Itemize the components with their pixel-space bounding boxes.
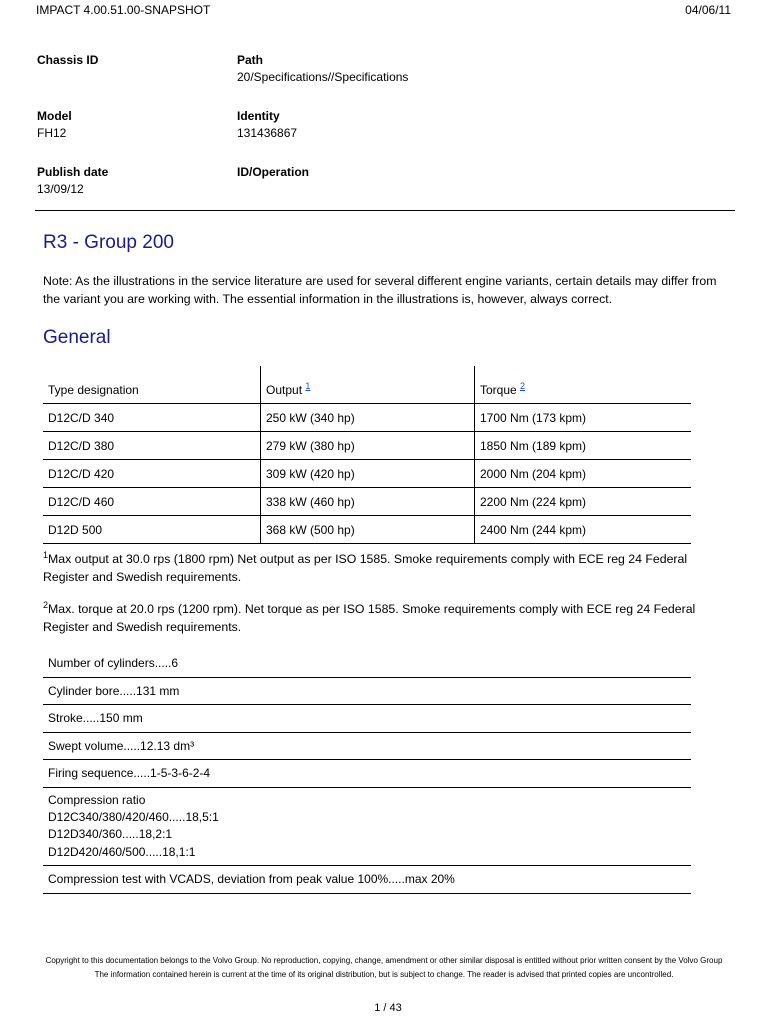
spec-row bbox=[43, 677, 691, 705]
footnote-mark: 2 bbox=[43, 599, 49, 610]
spec-cylinders: Number of cylinders.....6 bbox=[43, 650, 691, 677]
footnote-text: Max output at 30.0 rps (1800 rpm) Net output as per ISO 1585. Smoke requirements comply with ECE reg 24 Federal Register and Swedish requirements. bbox=[43, 552, 688, 584]
app-name: IMPACT 4.00.51.00-SNAPSHOT bbox=[36, 3, 211, 17]
distribution-notice: The information contained herein is current at the time of its original distribution, but is subject to change. The reader is advised that printed copies are uncontrolled. bbox=[94, 970, 674, 979]
meta-identity: Identity 131436867 bbox=[237, 109, 298, 140]
table-row bbox=[43, 516, 691, 544]
page-header bbox=[36, 3, 731, 19]
header-output: Output $^1$ bbox=[261, 366, 475, 404]
page-title: R3 - Group 200 bbox=[43, 232, 174, 253]
header-type-designation: Type designation bbox=[43, 366, 261, 404]
footnote-mark: 1 bbox=[43, 549, 49, 560]
cell-output: 368 kW (500 hp) bbox=[261, 516, 475, 544]
cell-type: D12C/D 460 bbox=[43, 488, 261, 516]
meta-id-operation: ID/Operation bbox=[237, 165, 310, 179]
cell-output: 309 kW (420 hp) bbox=[261, 460, 475, 488]
meta-row bbox=[37, 52, 737, 108]
header-torque: Torque $^2$ bbox=[475, 366, 692, 404]
meta-publish-date: Publish date 13/09/12 bbox=[37, 165, 109, 196]
meta-model: Model FH12 bbox=[37, 109, 72, 140]
cell-output: 338 kW (460 hp) bbox=[261, 488, 475, 516]
cell-type: D12C/D 380 bbox=[43, 432, 261, 460]
meta-row bbox=[37, 108, 737, 164]
header-divider bbox=[35, 210, 735, 211]
engine-spec-table bbox=[43, 650, 691, 894]
spec-row bbox=[43, 705, 691, 733]
spec-row bbox=[43, 760, 691, 788]
footnote-2 bbox=[43, 601, 733, 636]
footnote-link-2[interactable]: 2 bbox=[520, 381, 526, 391]
spec-row bbox=[43, 866, 691, 894]
cell-output: 250 kW (340 hp) bbox=[261, 404, 475, 432]
cell-torque: 1700 Nm (173 kpm) bbox=[475, 404, 692, 432]
cell-type: D12D 500 bbox=[43, 516, 261, 544]
spec-row bbox=[43, 732, 691, 760]
cell-torque: 2000 Nm (204 kpm) bbox=[475, 460, 692, 488]
document-metadata bbox=[37, 52, 737, 220]
cell-torque: 2200 Nm (224 kpm) bbox=[475, 488, 692, 516]
table-header-row bbox=[43, 366, 691, 404]
spec-swept-volume: Swept volume.....12.13 dm³ bbox=[43, 732, 691, 760]
spec-bore: Cylinder bore.....131 mm bbox=[43, 677, 691, 705]
spec-row bbox=[43, 650, 691, 677]
cell-torque: 1850 Nm (189 kpm) bbox=[475, 432, 692, 460]
table-row bbox=[43, 488, 691, 516]
spec-compression-ratio: Compression ratio D12C340/380/420/460.....18,5:1 D12D340/360.....18,2:1 D12D420/460/500.....18,1:1 bbox=[43, 787, 691, 866]
table-row bbox=[43, 404, 691, 432]
cell-type: D12C/D 420 bbox=[43, 460, 261, 488]
spec-row bbox=[43, 787, 691, 866]
spec-stroke: Stroke.....150 mm bbox=[43, 705, 691, 733]
cell-output: 279 kW (380 hp) bbox=[261, 432, 475, 460]
section-heading-general: General bbox=[43, 327, 111, 348]
table-row bbox=[43, 460, 691, 488]
footnote-text: Max. torque at 20.0 rps (1200 rpm). Net torque as per ISO 1585. Smoke requirements comply with ECE reg 24 Federal Register and Swedish requirements. bbox=[43, 602, 696, 634]
cell-torque: 2400 Nm (244 kpm) bbox=[475, 516, 692, 544]
meta-chassis-id: Chassis ID bbox=[37, 53, 99, 67]
footnote-1 bbox=[43, 551, 733, 586]
copyright-notice: Copyright to this documentation belongs to the Volvo Group. No reproduction, copying, change, amendment or other similar disposal is entitled without prior written consent by the Volvo Group bbox=[45, 956, 723, 965]
meta-row bbox=[37, 164, 737, 220]
engine-output-table bbox=[43, 366, 691, 544]
table-row bbox=[43, 432, 691, 460]
spec-compression-test: Compression test with VCADS, deviation from peak value 100%.....max 20% bbox=[43, 866, 691, 894]
cell-type: D12C/D 340 bbox=[43, 404, 261, 432]
spec-firing-sequence: Firing sequence.....1-5-3-6-2-4 bbox=[43, 760, 691, 788]
illustration-note: Note: As the illustrations in the service literature are used for several different engine variants, certain details may differ from the variant you are working with. The essential information in the illustrations is, however, always correct. bbox=[43, 274, 717, 306]
footnote-link-1[interactable]: 1 bbox=[305, 381, 311, 391]
copyright-footer bbox=[30, 954, 738, 982]
print-date: 04/06/11 bbox=[685, 3, 731, 17]
page-number: 1 / 43 bbox=[374, 1002, 402, 1014]
meta-path: Path 20/Specifications//Specifications bbox=[237, 53, 409, 84]
